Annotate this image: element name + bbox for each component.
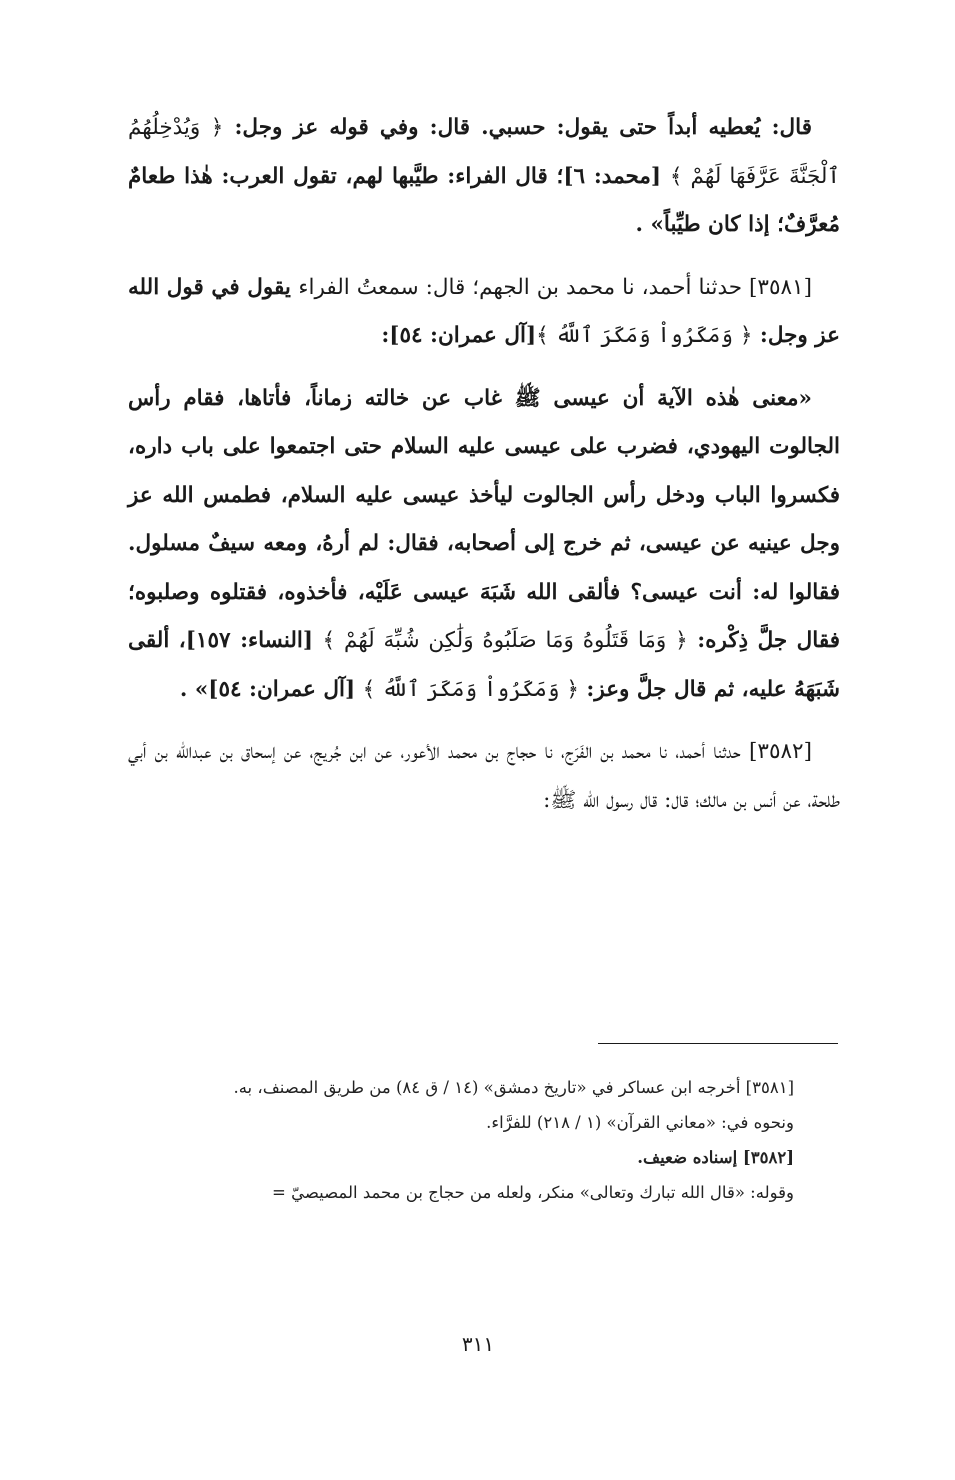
hadith-number: [٣٥٨١] (749, 274, 812, 300)
main-text (128, 104, 840, 839)
footnote-3: [٣٥٨٢] إسناده ضعيف. (637, 1148, 794, 1167)
paragraph-3: «معنى هٰذه الآية أن عيسى ﷺ غاب عن خالته زماناً، فأتاها، فقام رأس الجالوت اليهودي، فضرب على عيسى عليه السلام حتى اجتمعوا على باب داره، فكسروا الباب ودخل رأس الجالوت ليأخذ عيسى عليه السلام، فطمس الله عز وجل عينيه عن عيسى، ثم خرج إلى أصحابه، فقال: لم أرهُ، ومعه سيفٌ مسلول. فقالوا له: أنت عيسى؟ فألقى الله شَبَهَ عيسى عَلَيْه، فأخذوه، فقتلوه وصلبوه؛ فقال جلَّ ذِكْره: ﴿ وَمَا قَتَلُوهُ وَمَا صَلَبُوهُ وَلَٰكِن شُبِّهَ لَهُمْ ﴾ [النساء: ١٥٧]، ألقى شَبَهَهُ عليه، ثم قال جلَّ وعز: ﴿ وَمَكَرُواْ وَمَكَرَ ٱللَّهُ ﴾ [آل عمران: ٥٤]» . (128, 385, 840, 702)
page-number: ٣١١ (461, 1332, 495, 1356)
quran-verse: ﴿ وَمَا قَتَلُوهُ وَمَا صَلَبُوهُ وَلَٰكِن شُبِّهَ لَهُمْ ﴾ (322, 628, 688, 653)
paragraph-4: [٣٥٨٢] حدثنا أحمد، نا محمد بن الفَرَج، نا حجاج بن محمد الأعور، عن ابن جُريج، عن إسحاق بن عبدالله بن أبي طلحة، عن أنس بن مالك؛ قال: قال رسول الله ﷺ: (128, 739, 840, 813)
paragraph-1: قال: يُعطيه أبداً حتى يقول: حسبي. قال: وفي قوله عز وجل: ﴿ وَيُدْخِلُهُمُ ٱلْجَنَّةَ عَرَّفَهَا لَهُمْ ﴾ [محمد: ٦]؛ قال الفراء: طيَّبها لهم، تقول العرب: هٰذا طعامٌ مُعرَّفٌ؛ إذا كان طيِّباً» . (128, 115, 841, 237)
footnote-divider (598, 1043, 838, 1044)
hadith-number: [٣٥٨٢] (749, 739, 812, 764)
quran-verse: ﴿ وَمَكَرُواْ وَمَكَرَ ٱللَّهُ ﴾ (536, 323, 753, 348)
footnotes (114, 1070, 840, 1210)
quran-verse: ﴿ وَمَكَرُواْ وَمَكَرَ ٱللَّهُ ﴾ (362, 676, 579, 702)
footnote-1: [٣٥٨١] أخرجه ابن عساكر في «تاريخ دمشق» (١٤ / ق ٨٤) من طريق المصنف، به. (233, 1078, 794, 1097)
footnote-4: وقوله: «قال الله تبارك وتعالى» منكر، ولعله من حجاج بن محمد المصيصيّ = (272, 1183, 794, 1202)
paragraph-2: [٣٥٨١] حدثنا أحمد، نا محمد بن الجهم؛ قال: سمعتُ الفراء يقول في قول الله عز وجل: ﴿ وَمَكَرُواْ وَمَكَرَ ٱللَّهُ ﴾[آل عمران: ٥٤]: (128, 274, 840, 348)
quran-verse: ﴿ وَيُدْخِلُهُمُ ٱلْجَنَّةَ عَرَّفَهَا لَهُمْ ﴾ (128, 115, 841, 189)
footnote-2: ونحوه في: «معاني القرآن» (١ / ٢١٨) للفرَّاء. (486, 1113, 794, 1132)
